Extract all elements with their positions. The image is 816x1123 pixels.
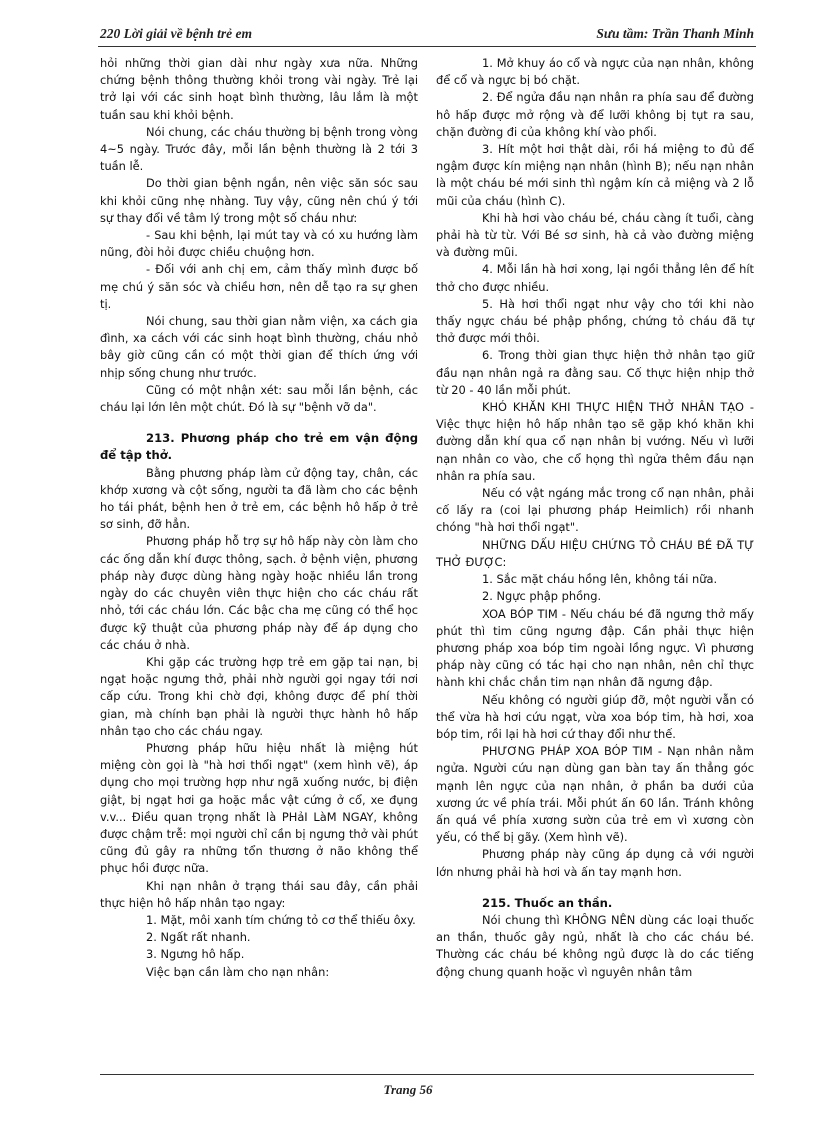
paragraph: 3. Hít một hơi thật dài, rồi há miệng to đủ để ngậm được kín miệng nạn nhân (hình B); nếu nạn nhân là một cháu bé mới sinh thì ngậm kín cả miệng và 2 lỗ mũi của cháu (hình C). (436, 142, 754, 208)
paragraph: NHỮNG DẤU HIỆU CHỨNG TỎ CHÁU BÉ ĐÃ TỰ THỞ ĐƯỢC: (436, 537, 754, 569)
paragraph: 1. Mở khuy áo cổ và ngực của nạn nhân, không để cổ và ngực bị bó chặt. (436, 56, 754, 88)
paragraph: 5. Hà hơi thổi ngạt như vậy cho tới khi nào thấy ngực cháu bé phập phồng, chứng tỏ cháu đã tự thở được mới thôi. (436, 296, 754, 346)
paragraph: KHÓ KHĂN KHI THỰC HIỆN THỞ NHÂN TẠO - Việc thực hiện hô hấp nhân tạo sẽ gặp khó khăn khi đường dẫn khí qua cổ nạn nhân bị vướng. Nếu vì lưỡi nạn nhân co vào, che cổ họng thì ngửa thêm đầu nạn nhân ra phía sau. (436, 400, 754, 483)
paragraph: 4. Mỗi lần hà hơi xong, lại ngồi thẳng lên để hít thở cho được nhiều. (436, 262, 754, 294)
paragraph: Việc bạn cần làm cho nạn nhân: (146, 964, 330, 979)
paragraph: Nói chung, sau thời gian nằm viện, xa cách gia đình, xa cách với các sinh hoạt bình thường, cháu nhỏ bây giờ cũng cần có một thời gian để thích ứng với nhịp sống chung như trước. (100, 314, 418, 380)
paragraph: Phương pháp hữu hiệu nhất là miệng hút miệng còn gọi là "hà hơi thổi ngạt" (xem hình vẽ), áp dụng cho mọi trường hợp như ngã xuống nước, bị điện giật, bị ngạt hơi ga hoặc mắc vật cứng ở cổ, xe đụng v.v... Điều quan trọng nhất là PHảI LàM NGAY, không được chậm trễ: mọi người chỉ cần bị ngưng thở vài phút cũng đủ gây ra những tổn thương ở não không thể phục hồi được nữa. (100, 740, 418, 876)
paragraph: Khi hà hơi vào cháu bé, cháu càng ít tuổi, càng phải hà từ từ. Với Bé sơ sinh, hà cả vào đường miệng và đường mũi. (436, 210, 754, 260)
paragraph: 3. Ngưng hô hấp. (146, 947, 245, 962)
header-book-title: 220 Lời giải về bệnh trẻ em (100, 26, 252, 41)
paragraph: Nói chung thì KHÔNG NÊN dùng các loại thuốc an thần, thuốc gây ngủ, nhất là cho các cháu bé. Thường các cháu bé không ngủ được là do các tiếng động chung quanh hoặc vì nguyên nhân tâm (436, 912, 754, 979)
left-column (100, 55, 418, 981)
paragraph: 1. Sắc mặt cháu hồng lên, không tái nữa. (482, 572, 718, 587)
paragraph: Nếu không có người giúp đỡ, một người vẫn có thể vừa hà hơi cứu ngạt, vừa xoa bóp tim, hà hơi, xoa bóp tim, rồi lại hà hơi cứ thay đổi như thế. (436, 692, 754, 741)
paragraph: 1. Mặt, môi xanh tím chứng tỏ cơ thể thiếu ôxy. (146, 912, 416, 927)
paragraph: 2. Ngực phập phồng. (482, 589, 602, 604)
paragraph: Nói chung, các cháu thường bị bệnh trong vòng 4~5 ngày. Trước đây, mỗi lần bệnh thường là 2 tới 3 tuần lễ. (100, 124, 418, 174)
section-heading: 215. Thuốc an thần. (482, 895, 613, 910)
paragraph: Bằng phương pháp làm cử động tay, chân, các khớp xương và cột sống, người ta đã làm cho các bệnh ho tái phát, bệnh hen ở trẻ em, các bệnh hô hấp ở trẻ sơ sinh, đỡ hẳn. (100, 465, 418, 532)
paragraph: PHƯƠNG PHÁP XOA BÓP TIM - Nạn nhân nằm ngửa. Người cứu nạn dùng gan bàn tay ấn thẳng góc mạnh lên ngực của nạn nhân, ở phần ba dưới của xương ức về phía trái. Mỗi phút ấn 60 lần. Tránh không ấn quá về phía xương sườn của trẻ em vì xương còn yếu, có thể bị gãy. (Xem hình vẽ). (436, 744, 754, 845)
paragraph: Phương pháp hỗ trợ sự hô hấp này còn làm cho các ống dẫn khí được thông, sạch. ở bệnh viện, phương pháp này được dùng hàng ngày hoặc nhiều lần trong ngày do các chuyên viên thực hiện cho các cháu rất nhỏ, tới các cháu lớn. Các bậc cha mẹ cũng có thể học được kỹ thuật của phương pháp này để áp dụng cho các cháu ở nhà. (100, 534, 418, 652)
paragraph: Do thời gian bệnh ngắn, nên việc săn sóc sau khi khỏi cũng nhẹ nhàng. Tuy vậy, cũng nên chú ý tới sự thay đổi về tâm lý trong một số cháu như: (100, 176, 418, 225)
paragraph: Khi gặp các trường hợp trẻ em gặp tai nạn, bị ngạt hoặc ngưng thở, phải nhờ người gọi ngay tới nơi cấp cứu. Trong khi chờ đợi, không được để phí thời gian, mà chính bạn phải là người thực hành hô hấp nhân tạo cho các cháu ngay. (100, 654, 418, 738)
footer-divider (100, 1074, 754, 1075)
paragraph: - Sau khi bệnh, lại mút tay và có xu hướng làm nũng, đòi hỏi được chiều chuộng hơn. (100, 228, 418, 260)
page-number: Trang 56 (383, 1082, 433, 1097)
section-heading: 213. Phương pháp cho trẻ em vận động để tập thở. (100, 431, 418, 463)
paragraph: Phương pháp này cũng áp dụng cả với người lớn nhưng phải hà hơi và ấn tay mạnh hơn. (436, 847, 754, 879)
right-column (436, 55, 754, 981)
header-divider (98, 46, 756, 47)
paragraph: 6. Trong thời gian thực hiện thở nhân tạo giữ đầu nạn nhân ngả ra đằng sau. Cố thực hiện nhịp thở từ 20 - 40 lần mỗi phút. (436, 348, 754, 397)
paragraph: - Đối với anh chị em, cảm thấy mình được bố mẹ chú ý săn sóc và chiều hơn, nên dễ tạo ra sự ghen tị. (100, 262, 418, 311)
paragraph: Khi nạn nhân ở trạng thái sau đây, cần phải thực hiện hô hấp nhân tạo ngay: (100, 878, 418, 910)
paragraph: XOA BÓP TIM - Nếu cháu bé đã ngưng thở mấy phút thì tim cũng ngưng đập. Cần phải thực hiện phương pháp xoa bóp tim ngoài lồng ngực. Vì phương pháp này cũng có tác hại cho nạn nhân, nên chỉ thực hành khi chắc chắn tim nạn nhân đã ngưng đập. (436, 606, 754, 690)
header-author: Sưu tầm: Trần Thanh Minh (596, 26, 754, 41)
paragraph: 2. Để ngửa đầu nạn nhân ra phía sau để đường hô hấp được mở rộng và để lưỡi không bị tụt ra sau, chặn đường đi của không khí vào phổi. (436, 90, 754, 139)
paragraph: hỏi những thời gian dài như ngày xưa nữa. Những chứng bệnh thông thường khỏi trong vài ngày. Trẻ lại trở lại với các sinh hoạt bình thường, lâu lắm là một tuần sau khi khỏi bệnh. (100, 56, 418, 122)
paragraph: Cũng có một nhận xét: sau mỗi lần bệnh, các cháu lại lớn lên một chút. Đó là sự "bệnh vỡ da". (100, 382, 418, 415)
paragraph: 2. Ngất rất nhanh. (146, 930, 251, 945)
paragraph: Nếu có vật ngáng mắc trong cổ nạn nhân, phải cố lấy ra (coi lại phương pháp Heimlich) rồi nhanh chóng "hà hơi thổi ngạt". (436, 486, 754, 535)
